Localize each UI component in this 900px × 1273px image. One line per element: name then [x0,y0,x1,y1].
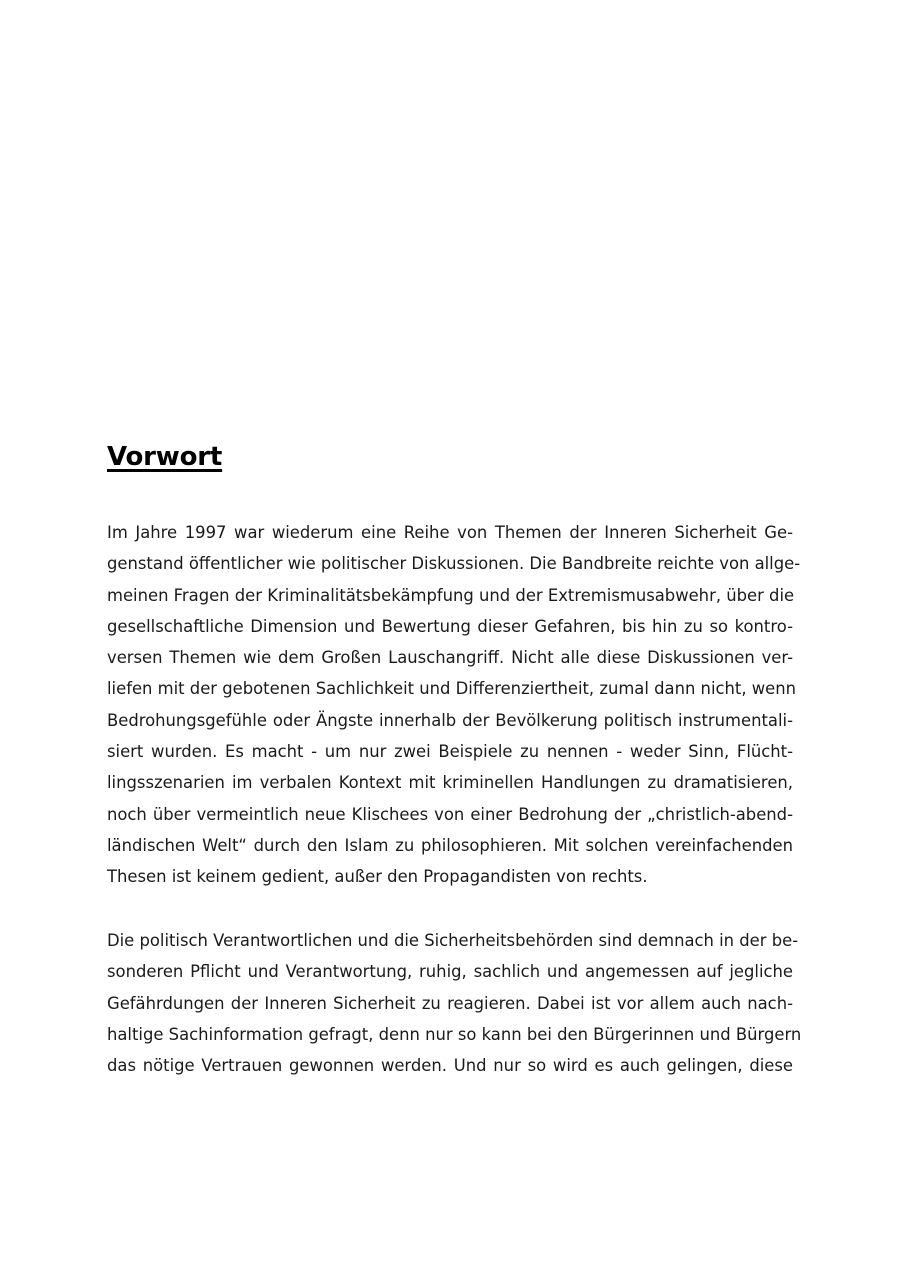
text-line: Bedrohungsgefühle oder Ängste innerhalb der Bevölkerung politisch instrumentali- [107,710,793,730]
text-line: meinen Fragen der Kriminalitätsbekämpfung und der Extremismusabwehr, über die [107,585,795,605]
text-line: liefen mit der gebotenen Sachlichkeit und Differenziertheit, zumal dann nicht, wenn [107,679,797,699]
text-line: Die politisch Verantwortlichen und die Sicherheitsbehörden sind demnach in der be- [107,931,799,950]
text-line: das nötige Vertrauen gewonnen werden. Und nur so wird es auch gelingen, diese [107,1056,793,1076]
text-line: Thesen ist keinem gedient, außer den Propagandisten von rechts. [107,867,648,887]
paragraph-1 [107,517,801,893]
text-line: haltige Sachinformation gefragt, denn nur so kann bei den Bürgerinnen und Bürgern [107,1024,802,1044]
text-line: sonderen Pflicht und Verantwortung, ruhig, sachlich und angemessen auf jegliche [107,962,793,982]
paragraph-2 [107,925,802,1081]
section-heading: Vorwort [107,442,223,472]
text-line: ländischen Welt“ durch den Islam zu philosophieren. Mit solchen vereinfachenden [107,835,793,855]
text-line: siert wurden. Es macht - um nur zwei Beispiele zu nennen - weder Sinn, Flücht- [107,742,793,762]
text-line: Gefährdungen der Inneren Sicherheit zu reagieren. Dabei ist vor allem auch nach- [107,993,793,1013]
text-line: gesellschaftliche Dimension und Bewertung dieser Gefahren, bis hin zu so kontro- [107,616,793,636]
text-line: genstand öffentlicher wie politischer Diskussionen. Die Bandbreite reichte von allge- [107,554,801,574]
text-line: versen Themen wie dem Großen Lauschangriff. Nicht alle diese Diskussionen ver- [107,648,793,668]
text-line: noch über vermeintlich neue Klischees von einer Bedrohung der „christlich-abend- [107,804,793,824]
text-line: Im Jahre 1997 war wiederum eine Reihe von Themen der Inneren Sicherheit Ge- [107,523,793,542]
text-line: lingsszenarien im verbalen Kontext mit kriminellen Handlungen zu dramatisieren, [107,773,793,793]
